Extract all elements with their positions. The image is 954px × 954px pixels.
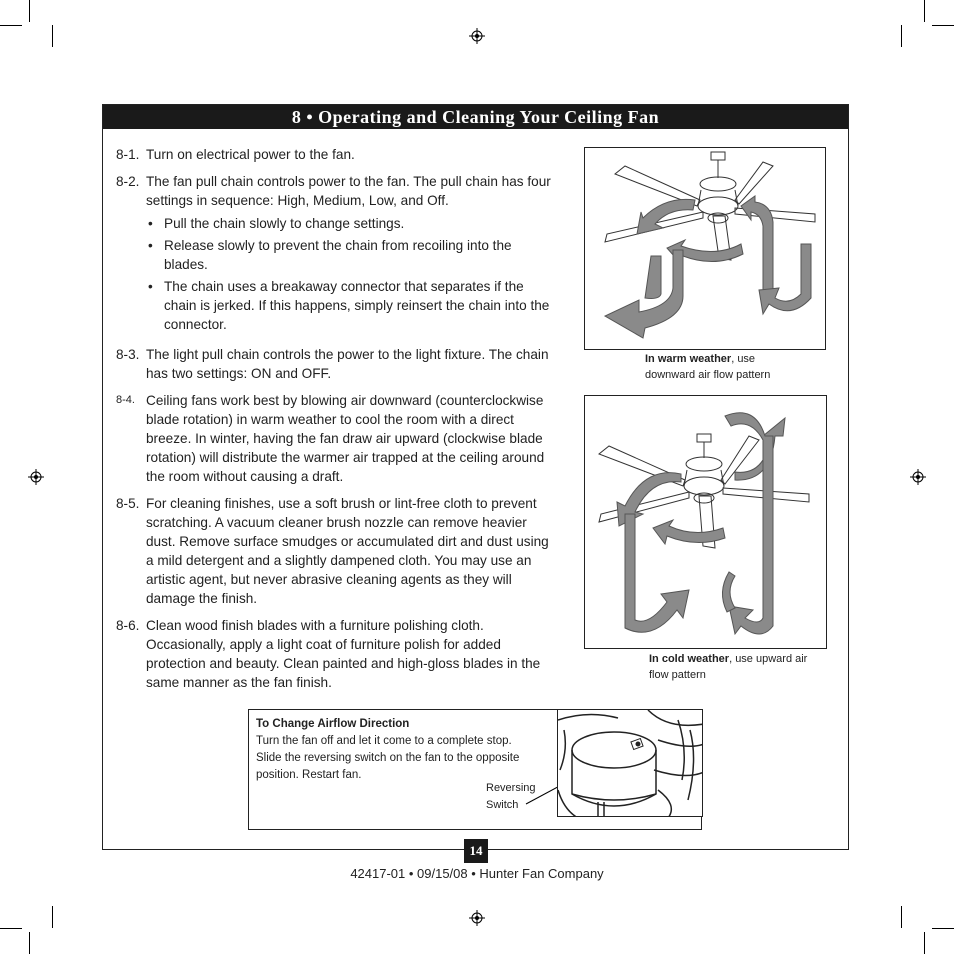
crop-mark (924, 0, 925, 22)
step-8-5 (116, 494, 556, 608)
steps-list (116, 145, 556, 700)
fan-motor-housing-icon (558, 710, 703, 817)
change-airflow-title: To Change Airflow Direction (256, 718, 410, 730)
bullet-text: Pull the chain slowly to change settings. (164, 216, 405, 231)
step-number: 8-3. (116, 347, 140, 362)
registration-mark-icon (910, 469, 926, 485)
step-8-3 (116, 345, 556, 383)
footer-text: 42417-01 • 09/15/08 • Hunter Fan Company (350, 866, 604, 881)
fan-downward-airflow-illustration (585, 148, 825, 349)
cold-weather-figure (584, 395, 827, 649)
fan-upward-airflow-illustration (585, 396, 826, 648)
list-item: • Release slowly to prevent the chain from recoiling into the blades. (146, 236, 556, 274)
step-number: 8-1. (116, 147, 140, 162)
step-text: Clean wood finish blades with a furniture polishing cloth. Occasionally, apply a light coat of furniture polish for added protection and beauty. Clean painted and high-gloss blades in the same manner as the fan finish. (146, 618, 541, 690)
cold-weather-caption: In cold weather, use upward air flow pattern (649, 653, 808, 681)
step-number: 8-2. (116, 174, 140, 189)
change-airflow-instructions (256, 716, 526, 784)
change-airflow-box (248, 709, 702, 830)
step-text: Ceiling fans work best by blowing air downward (counterclockwise blade rotation) in warm weather to cool the room with a direct breeze. In winter, having the fan draw air upward (clockwise blade rotation) will distribute the warmer air trapped at the ceiling around the room without causing a draft. (146, 393, 545, 484)
bullet-list (146, 214, 556, 334)
change-airflow-text: Turn the fan off and let it come to a complete stop. Slide the reversing switch on the fan to the opposite position. Restart fan. (256, 735, 520, 781)
step-number: 8-6. (116, 618, 140, 633)
bullet-text: The chain uses a breakaway connector that separates if the chain is jerked. If this happens, simply reinsert the chain into the connector. (164, 279, 550, 332)
section-title: 8 • Operating and Cleaning Your Ceiling Fan (103, 105, 848, 129)
step-text: The fan pull chain controls power to the fan. The pull chain has four settings in sequence: High, Medium, Low, and Off. (146, 174, 551, 208)
content-panel (102, 104, 849, 850)
crop-mark (0, 928, 22, 929)
crop-mark (901, 906, 902, 928)
step-number: 8-4. (116, 394, 135, 406)
step-text: For cleaning finishes, use a soft brush or lint-free cloth to prevent scratching. A vacuum cleaner brush nozzle can remove heavier dust. Remove surface smudges or accumulated dirt and dust using a mild detergent and a slightly dampened cloth. You may use an artistic agent, but never abrasive cleaning agents as they will damage the finish. (146, 496, 549, 606)
step-8-1 (116, 145, 556, 164)
step-8-2 (116, 172, 556, 337)
step-8-4 (116, 391, 556, 486)
step-8-6 (116, 616, 556, 692)
crop-mark (932, 25, 954, 26)
crop-mark (0, 25, 22, 26)
registration-mark-icon (28, 469, 44, 485)
crop-mark (52, 906, 53, 928)
registration-mark-icon (469, 28, 485, 44)
crop-mark (29, 932, 30, 954)
warm-weather-figure (584, 147, 826, 350)
step-number: 8-5. (116, 496, 140, 511)
registration-mark-icon (469, 910, 485, 926)
reversing-switch-label: Reversing Switch (486, 782, 536, 811)
warm-weather-caption: In warm weather, use downward air flow pattern (645, 353, 771, 381)
crop-mark (932, 928, 954, 929)
crop-mark (52, 25, 53, 47)
reversing-switch-illustration (557, 709, 703, 817)
step-text: The light pull chain controls the power to the light fixture. The chain has two settings: ON and OFF. (146, 347, 549, 381)
crop-mark (901, 25, 902, 47)
step-text: Turn on electrical power to the fan. (146, 147, 355, 162)
crop-mark (29, 0, 30, 22)
list-item: • The chain uses a breakaway connector that separates if the chain is jerked. If this happens, simply reinsert the chain into the connector. (146, 277, 556, 334)
bullet-text: Release slowly to prevent the chain from recoiling into the blades. (164, 238, 512, 272)
list-item: • Pull the chain slowly to change settings. (148, 216, 405, 231)
page-number: 14 (464, 839, 488, 863)
crop-mark (924, 932, 925, 954)
